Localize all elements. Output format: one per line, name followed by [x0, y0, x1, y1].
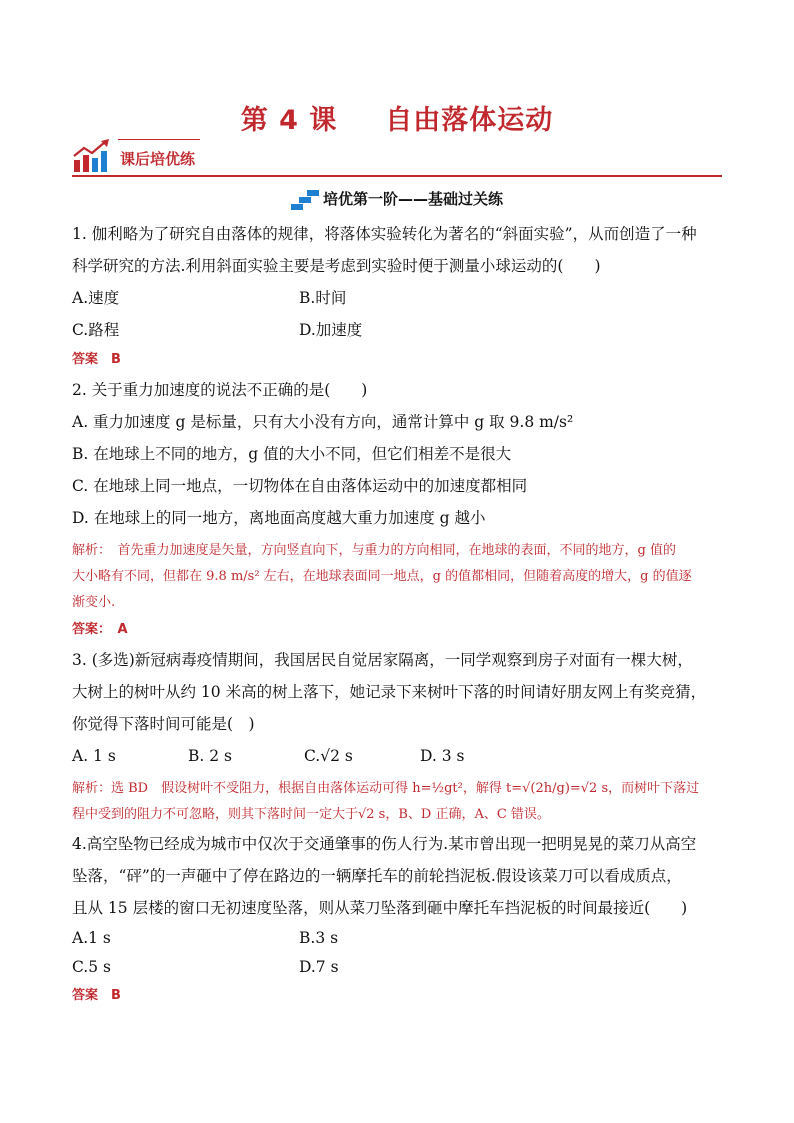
q1-answer: 答案 B: [72, 352, 121, 367]
q3-stem-line-3: 你觉得下落时间可能是( ): [72, 715, 255, 733]
q2-option-b: B. 在地球上不同的地方，g 值的大小不同，但它们相差不是很大: [72, 445, 512, 463]
q4-option-c: C.5 s: [72, 958, 111, 976]
q3-analysis: [72, 776, 722, 828]
q3-options-row: [72, 740, 722, 772]
section-heading: [0, 188, 794, 210]
banner-top-rule: [118, 139, 200, 140]
q1-option-b: B.时间: [299, 289, 347, 307]
q3-stem-line-2: 大树上的树叶从约 10 米高的树上落下，她记录下来树叶下落的时间请好朋友网上有奖竞猜，: [72, 683, 707, 701]
lesson-topic: 自由落体运动: [385, 105, 554, 136]
q1-stem-line-1: 1. 伽利略为了研究自由落体的规律，将落体实验转化为著名的“斜面实验”，从而创造了一种: [72, 225, 697, 243]
q4-stem-line-3: 且从 15 层楼的窗口无初速度坠落，则从菜刀坠落到砸中摩托车挡泥板的时间最接近( ): [72, 899, 688, 917]
q4-option-d: D.7 s: [299, 958, 339, 976]
q3-option-b: B. 2 s: [188, 747, 232, 765]
q4-stem-line-1: 4.高空坠物已经成为城市中仅次于交通肇事的伤人行为.某市曾出现一把明晃晃的菜刀从高空: [72, 835, 697, 853]
q4-stem-line-2: 坠落，“砰”的一声砸中了停在路边的一辆摩托车的前轮挡泥板.假设该菜刀可以看成质点，: [72, 867, 682, 885]
banner-label: 课后培优练: [120, 150, 196, 168]
stairs-icon: [291, 190, 319, 210]
q3-stem-line-1: 3. (多选)新冠病毒疫情期间，我国居民自觉居家隔离，一同学观察到房子对面有一棵大树，: [72, 651, 693, 669]
q4-answer: 答案 B: [72, 988, 121, 1003]
question-list: [72, 218, 722, 1010]
page-title: [0, 98, 794, 137]
q1-option-a: A.速度: [72, 289, 120, 307]
q2-option-a: A. 重力加速度 g 是标量，只有大小没有方向，通常计算中 g 取 9.8 m/s²: [72, 413, 574, 431]
q2-analysis-line-3: 渐变小.: [72, 595, 116, 610]
q1-option-d: D.加速度: [299, 321, 363, 339]
question-1: [72, 218, 722, 374]
q2-stem: 2. 关于重力加速度的说法不正确的是( ): [72, 381, 368, 399]
q4-options-row-1: [72, 924, 722, 953]
q4-option-b: B.3 s: [299, 929, 339, 947]
lesson-number: 第 4 课: [240, 105, 338, 136]
q1-options-row-2: [72, 314, 722, 346]
q2-option-c: C. 在地球上同一地点，一切物体在自由落体运动中的加速度都相同: [72, 477, 528, 495]
q3-analysis-line-2: 程中受到的阻力不可忽略，则其下落时间一定大于√2 s，B、D 正确，A、C 错误。: [72, 807, 550, 822]
growth-chart-icon: [72, 138, 112, 174]
q4-option-a: A.1 s: [72, 929, 111, 947]
q1-options-row-1: [72, 282, 722, 314]
section-banner: [72, 136, 722, 176]
q1-stem-line-2: 科学研究的方法.利用斜面实验主要是考虑到实验时便于测量小球运动的( ): [72, 257, 601, 275]
banner-bottom-rule: [72, 175, 722, 177]
section-heading-text: 培优第一阶——基础过关练: [322, 190, 503, 208]
q3-option-a: A. 1 s: [72, 747, 116, 765]
q3-analysis-line-1: 解析：选 BD 假设树叶不受阻力，根据自由落体运动可得 h=½gt²，解得 t=√(2h/g)=√2 s，而树叶下落过: [72, 781, 700, 796]
question-2: [72, 374, 722, 644]
q2-answer: 答案： A: [72, 622, 128, 637]
q3-option-d: D. 3 s: [420, 747, 465, 765]
q2-analysis-line-2: 大小略有不同，但都在 9.8 m/s² 左右，在地球表面同一地点，g 的值都相同，但随着高度的增大，g 的值逐: [72, 569, 692, 584]
question-4: [72, 828, 722, 1010]
q2-analysis-line-1: 解析： 首先重力加速度是矢量，方向竖直向下，与重力的方向相同，在地球的表面，不同的地方，g 值的: [72, 543, 676, 558]
q2-option-d: D. 在地球上的同一地方，离地面高度越大重力加速度 g 越小: [72, 509, 486, 527]
question-3: [72, 644, 722, 828]
q2-analysis: [72, 538, 722, 616]
q3-option-c: C.√2 s: [304, 747, 353, 765]
q4-options-row-2: [72, 953, 722, 982]
q1-option-c: C.路程: [72, 321, 120, 339]
